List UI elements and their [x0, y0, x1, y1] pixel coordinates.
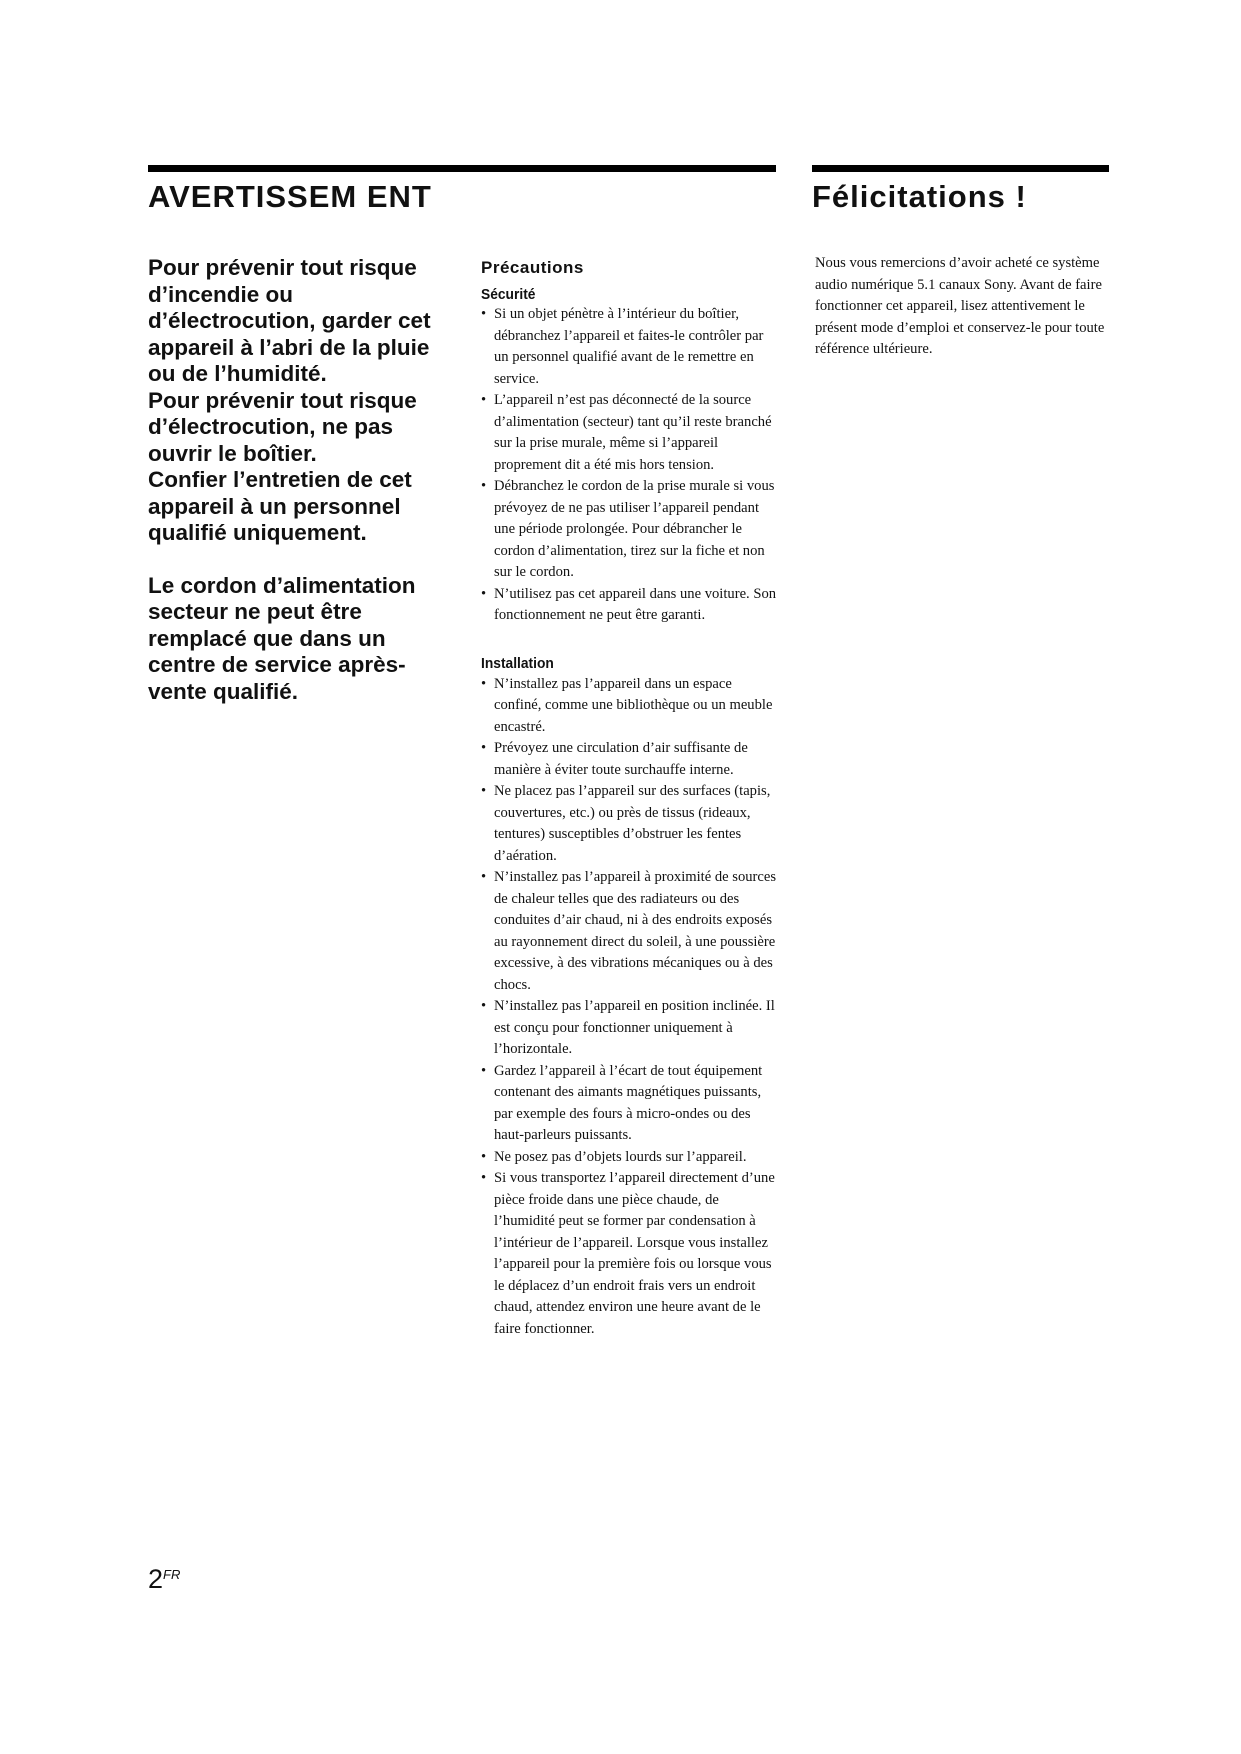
- congratulations-text: Nous vous remercions d’avoir acheté ce système audio numérique 5.1 canaux Sony. Avant de faire fonctionner cet appareil, lisez attentivement le présent mode d’emploi et conservez-le pour toute référence ultérieure.: [815, 255, 1105, 357]
- warning-shock: Pour prévenir tout risque d’électrocution, ne pas ouvrir le boîtier.: [148, 387, 417, 466]
- page-language-suffix: FR: [163, 1567, 181, 1582]
- list-item: • N’installez pas l’appareil en position inclinée. Il est conçu pour fonctionner uniquement à l’horizontale.: [481, 996, 781, 1061]
- warning-block: [148, 255, 453, 705]
- right-heading-rule: [812, 165, 1109, 172]
- list-item: • N’utilisez pas cet appareil dans une voiture. Son fonctionnement ne peut être garanti.: [481, 584, 781, 627]
- safety-list: [481, 304, 781, 627]
- list-item: • Si un objet pénètre à l’intérieur du boîtier, débranchez l’appareil et faites-le contrôler par un personnel qualifié avant de le remettre en service.: [481, 304, 781, 390]
- warning-heading: AVERTISSEM ENT: [148, 179, 432, 214]
- installation-title: Installation: [481, 654, 554, 672]
- list-item: • Si vous transportez l’appareil directement d’une pièce froide dans une pièce chaude, de l’humidité peut se former par condensation à l’intérieur de l’appareil. Lorsque vous installez l’appareil pour la première fois ou lorsque vous le déplacez d’un endroit frais vers un endroit chaud, attendez environ une heure avant de le faire fonctionner.: [481, 1168, 781, 1340]
- precautions-column: [481, 258, 781, 1340]
- precautions-title: Précautions: [481, 258, 584, 277]
- page-number: [148, 1566, 180, 1593]
- warning-power-cord: Le cordon d’alimentation secteur ne peut être remplacé que dans un centre de service après-vente qualifié.: [148, 572, 416, 704]
- list-item: • N’installez pas l’appareil à proximité de sources de chaleur telles que des radiateurs ou des conduites d’air chaud, ni à des endroits exposés au rayonnement direct du soleil, à une poussière excessive, à des vibrations mécaniques ou à des chocs.: [481, 867, 781, 996]
- list-item: • N’installez pas l’appareil dans un espace confiné, comme une bibliothèque ou un meuble encastré.: [481, 674, 781, 739]
- installation-list: [481, 674, 781, 1341]
- page-number-value: 2: [148, 1564, 164, 1594]
- warning-fire: Pour prévenir tout risque d’incendie ou d’électrocution, garder cet appareil à l’abri de la pluie ou de l’humidité.: [148, 255, 431, 386]
- list-item: • Débranchez le cordon de la prise murale si vous prévoyez de ne pas utiliser l’appareil pendant une période prolongée. Pour débrancher le cordon d’alimentation, tirez sur la fiche et non sur le cordon.: [481, 476, 781, 584]
- warning-service: Confier l’entretien de cet appareil à un personnel qualifié uniquement.: [148, 467, 412, 545]
- list-item: • Ne placez pas l’appareil sur des surfaces (tapis, couvertures, etc.) ou près de tissus (rideaux, tentures) susceptibles d’obstruer les fentes d’aération.: [481, 781, 781, 867]
- left-heading-rule: [148, 165, 776, 172]
- safety-title: Sécurité: [481, 286, 536, 303]
- list-item: • L’appareil n’est pas déconnecté de la source d’alimentation (secteur) tant qu’il reste branché sur la prise murale, même si l’appareil proprement dit a été mis hors tension.: [481, 390, 781, 476]
- list-item: • Prévoyez une circulation d’air suffisante de manière à éviter toute surchauffe interne.: [481, 738, 781, 781]
- list-item: • Gardez l’appareil à l’écart de tout équipement contenant des aimants magnétiques puissants, par exemple des fours à micro-ondes ou des haut-parleurs puissants.: [481, 1061, 781, 1147]
- congratulations-heading: Félicitations !: [812, 179, 1027, 214]
- list-item: • Ne posez pas d’objets lourds sur l’appareil.: [481, 1147, 781, 1169]
